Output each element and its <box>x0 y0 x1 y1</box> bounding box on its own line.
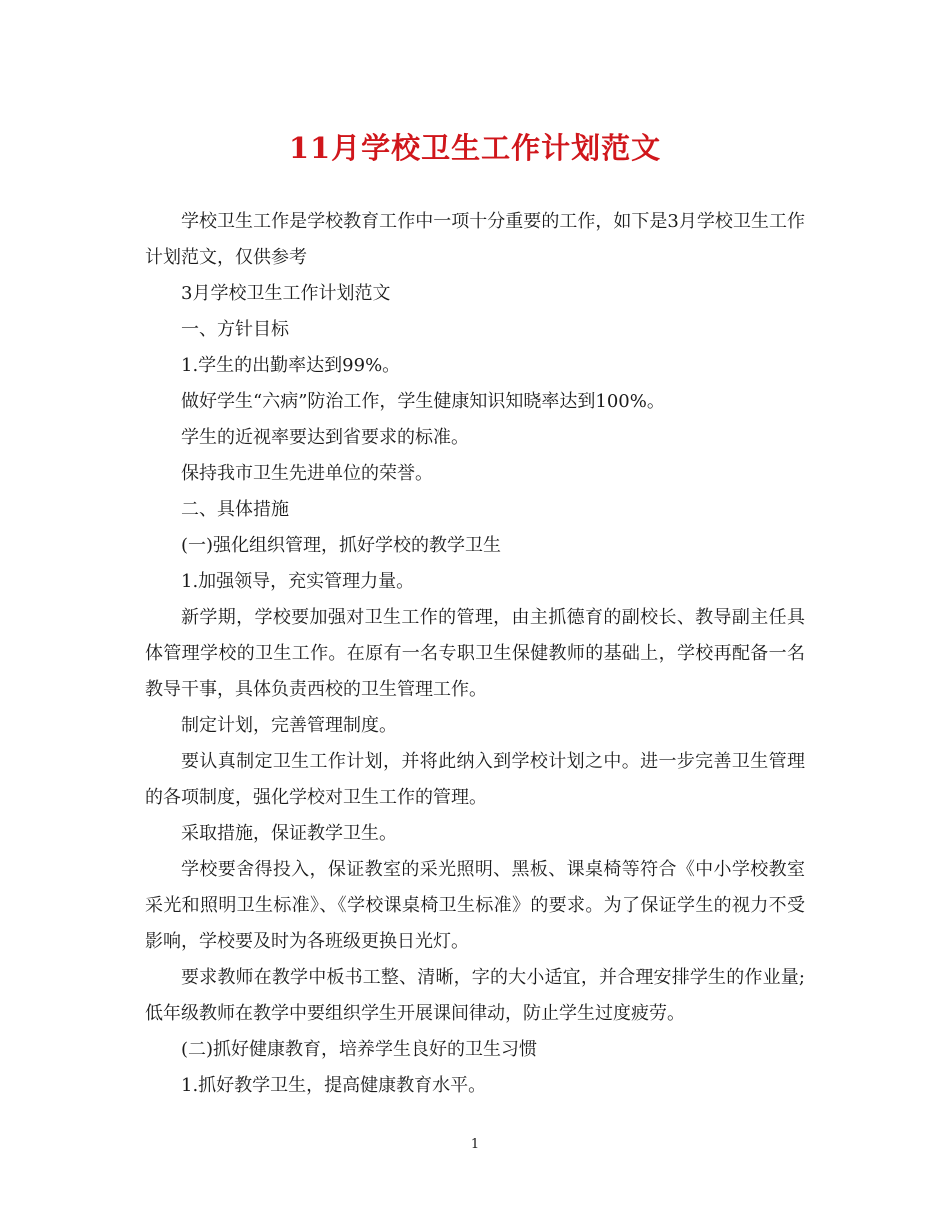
paragraph: 学校要舍得投入，保证教室的采光照明、黑板、课桌椅等符合《中小学校教室采光和照明卫生标准》、《学校课桌椅卫生标准》的要求。为了保证学生的视力不受影响，学校要及时为各班级更换日光灯。 <box>145 859 805 952</box>
section-heading: 一、方针目标 <box>181 319 289 340</box>
paragraph: 学校卫生工作是学校教育工作中一项十分重要的工作，如下是3月学校卫生工作计划范文，仅供参考 <box>145 211 805 268</box>
section-heading: 二、具体措施 <box>181 499 289 520</box>
page-number: 1 <box>470 1137 480 1152</box>
paragraph: 1.抓好教学卫生，提高健康教育水平。 <box>181 1075 487 1096</box>
paragraph: 3月学校卫生工作计划范文 <box>181 283 391 304</box>
paragraph: 制定计划，完善管理制度。 <box>181 715 397 736</box>
document-body <box>145 204 805 1104</box>
paragraph: 1.学生的出勤率达到99%。 <box>181 355 401 376</box>
paragraph: 保持我市卫生先进单位的荣誉。 <box>181 463 433 484</box>
subsection-heading: (二)抓好健康教育，培养学生良好的卫生习惯 <box>181 1039 538 1060</box>
paragraph: 新学期，学校要加强对卫生工作的管理，由主抓德育的副校长、教导副主任具体管理学校的卫生工作。在原有一名专职卫生保健教师的基础上，学校再配备一名教导干事，具体负责西校的卫生管理工作。 <box>145 607 805 700</box>
paragraph: 1.加强领导，充实管理力量。 <box>181 571 415 592</box>
subsection-heading: (一)强化组织管理，抓好学校的教学卫生 <box>181 535 502 556</box>
paragraph: 采取措施，保证教学卫生。 <box>181 823 397 844</box>
paragraph: 要求教师在教学中板书工整、清晰，字的大小适宜，并合理安排学生的作业量;低年级教师在教学中要组织学生开展课间律动，防止学生过度疲劳。 <box>145 967 805 1024</box>
paragraph: 学生的近视率要达到省要求的标准。 <box>181 427 469 448</box>
paragraph: 要认真制定卫生工作计划，并将此纳入到学校计划之中。进一步完善卫生管理的各项制度，强化学校对卫生工作的管理。 <box>145 751 805 808</box>
paragraph: 做好学生“六病”防治工作，学生健康知识知晓率达到100%。 <box>181 391 665 412</box>
document-title: 11月学校卫生工作计划范文 <box>288 131 662 165</box>
